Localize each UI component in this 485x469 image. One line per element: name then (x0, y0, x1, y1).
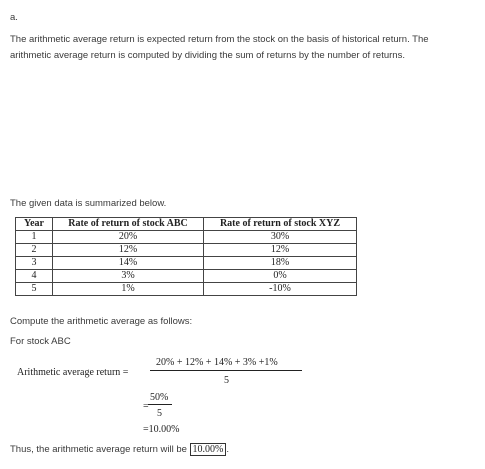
formula-denominator: 5 (224, 375, 229, 386)
table-header-row (16, 218, 357, 231)
table-row (16, 270, 357, 283)
compute-text: Compute the arithmetic average as follows: (10, 316, 193, 327)
cell-year: 5 (16, 283, 53, 296)
conclusion-line (10, 443, 229, 457)
cell-xyz: 18% (204, 257, 357, 270)
cell-abc: 3% (53, 270, 204, 283)
header-year: Year (16, 218, 53, 231)
cell-year: 1 (16, 231, 53, 244)
header-xyz: Rate of return of stock XYZ (204, 218, 357, 231)
cell-year: 3 (16, 257, 53, 270)
cell-abc: 12% (53, 244, 204, 257)
step2-denominator: 5 (157, 408, 162, 419)
cell-year: 2 (16, 244, 53, 257)
header-abc: Rate of return of stock ABC (53, 218, 204, 231)
returns-table (15, 217, 357, 296)
cell-xyz: 0% (204, 270, 357, 283)
table-row (16, 257, 357, 270)
step2-equals: = (143, 401, 149, 412)
part-label: a. (10, 12, 18, 23)
cell-xyz: 12% (204, 244, 357, 257)
cell-xyz: -10% (204, 283, 357, 296)
conclusion-prefix: Thus, the arithmetic average return will be (10, 444, 187, 455)
cell-abc: 20% (53, 231, 204, 244)
cell-abc: 14% (53, 257, 204, 270)
step2-numerator: 50% (150, 392, 169, 403)
answer-box: 10.00% (190, 443, 227, 456)
summary-text: The given data is summarized below. (10, 198, 167, 209)
stock-label: For stock ABC (10, 336, 71, 347)
fraction-bar (150, 370, 302, 371)
cell-abc: 1% (53, 283, 204, 296)
table-row (16, 244, 357, 257)
formula-lhs: Arithmetic average return = (17, 367, 129, 378)
formula-result: =10.00% (143, 424, 180, 435)
cell-year: 4 (16, 270, 53, 283)
formula-numerator: 20% + 12% + 14% + 3% +1% (156, 357, 278, 368)
cell-xyz: 30% (204, 231, 357, 244)
intro-paragraph: The arithmetic average return is expected return from the stock on the basis of historical return. The arithmetic average return is computed by dividing the sum of returns by the number of returns. (10, 34, 429, 61)
table-row (16, 283, 357, 296)
fraction-bar (148, 404, 172, 405)
table-row (16, 231, 357, 244)
conclusion-suffix: . (226, 444, 230, 455)
